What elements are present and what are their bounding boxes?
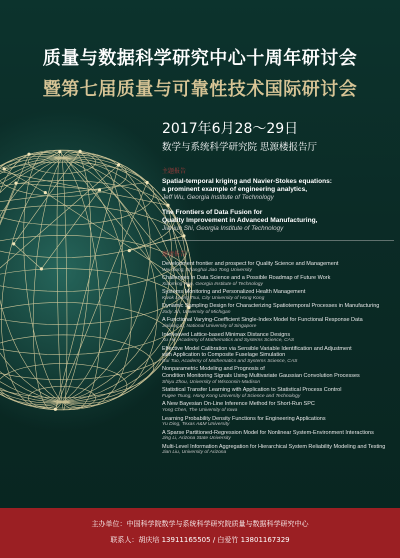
speaker-affiliation: Xiaoming Huo, Georgia Institute of Technology: [162, 281, 263, 287]
talk-title: Statistical Transfer Learning with Application to Statistical Process Control: [162, 387, 342, 394]
globe-node: [3, 167, 6, 170]
organizer-text: 主办单位：中国科学院数学与系统科学研究院质量与数据科学研究中心: [91, 520, 309, 528]
talk-title: A New Bayesian On-Line Inference Method for Short-Run SPC: [162, 401, 315, 408]
talk-title: Effective Model Calibration via Sensible Variable Identification and Adjustment: [162, 345, 352, 352]
talk-title: Spatial-temporal kriging and Navier-Stokes equations:: [162, 178, 333, 185]
invited-talk-item: [162, 332, 394, 345]
speaker-affiliation: Jody Jin, University of Michigan: [162, 310, 231, 316]
invited-talk-item: [162, 346, 394, 366]
globe-node: [40, 267, 43, 270]
invited-talk-item: [162, 430, 394, 443]
invited-talk-item: [162, 303, 394, 316]
talk-title: A Functional Varying-Coefficient Single-Index Model for Functional Response Data: [162, 317, 363, 324]
talk-title: Systems Monitoring and Personalized Health Management: [162, 289, 306, 296]
conference-date: 2017年6月28～29日: [162, 121, 299, 137]
program-content: [162, 166, 394, 458]
globe-node: [27, 153, 30, 156]
speaker-affiliation: Jeff Wu, Georgia Institute of Technology: [162, 194, 274, 201]
speaker-affiliation: Jing Li, Arizona State University: [162, 436, 231, 442]
speaker-affiliation: Kwok Leung Tsui, City University of Hong Kong: [162, 295, 265, 301]
globe-node: [117, 163, 120, 166]
speaker-affiliation: Yu Ding, Texas A&M University: [162, 422, 230, 428]
invited-talk-item: [162, 261, 394, 274]
speaker-affiliation: Fugee Tsung, Hong Kong University of Science and Technology: [162, 393, 301, 399]
globe-node: [128, 249, 131, 252]
conference-venue: 数学与系统科学研究院 思源楼报告厅: [162, 142, 318, 153]
keynote-list: [162, 178, 394, 233]
speaker-affiliation: Wei Jiang, Shanghai Jiao Tong University: [162, 267, 252, 273]
invited-talk-item: [162, 416, 394, 429]
talk-title: Condition Monitoring Signals Using Multivariate Gaussian Convolution Processes: [162, 373, 360, 380]
talk-title: Dynamic Sampling Design for Characterizing Spatiotemporal Processes in Manufacturing: [162, 303, 380, 310]
section-divider: [162, 240, 394, 241]
globe-node: [44, 191, 47, 194]
speaker-affiliation: Jian Liu, University of Arizona: [162, 450, 227, 456]
speaker-affiliation: Jianjun Shi, Georgia Institute of Technology: [162, 225, 284, 232]
talk-title: with Application to Composite Fuselage Simulation: [162, 352, 286, 359]
invited-talk-list: [162, 261, 394, 457]
speaker-affiliation: Rui Tuo, Academy of Mathematics and Systems Science, CAS: [162, 359, 298, 365]
globe-gridline: [0, 303, 175, 380]
talk-title: Quality Improvement in Advanced Manufacturing,: [162, 217, 318, 224]
talk-title: The Frontiers of Data Fusion for: [162, 209, 263, 216]
talk-title: Interleaved Lattice-based Minimax Distance Designs: [162, 331, 291, 338]
globe-node: [98, 188, 101, 191]
contact-text: 联系人：胡庆培 13911165505 / 白爱竹 13801167329: [110, 536, 290, 544]
talk-title: Learning Probability Density Functions for Engineering Applications: [162, 415, 326, 422]
globe-node: [14, 182, 17, 185]
speaker-affiliation: Jialiang Li, National University of Singapore: [162, 324, 257, 330]
invited-talk-item: [162, 289, 394, 302]
conference-title-line1: 质量与数据科学研究中心十周年研讨会: [42, 48, 358, 69]
talk-title: A Sparse Partitioned-Regression Model for Nonlinear System-Environment Interactions: [162, 429, 374, 436]
invited-section-label: 邀请报告: [162, 251, 187, 258]
talk-title: Development frontier and prospect for Quality Science and Management: [162, 261, 339, 267]
talk-title: Challenges in Data Science and a Possible Roadmap of Future Work: [162, 275, 331, 282]
talk-title: a prominent example of engineering analytics,: [162, 186, 308, 193]
keynote-item: [162, 178, 394, 202]
globe-node: [146, 181, 149, 184]
globe-gridline: [0, 158, 189, 403]
speaker-affiliation: Xu He, Academy of Mathematics and Systems Science, CAS: [162, 338, 295, 344]
globe-node: [58, 150, 61, 153]
globe-node: [79, 150, 82, 153]
globe-network-link: [55, 183, 147, 410]
globe-network-link: [4, 169, 45, 193]
talk-title: Multi-Level Information Aggregation for Hierarchical System Reliability Modeling and Testing: [162, 443, 386, 450]
speaker-affiliation: Yong Chen, The University of Iowa: [162, 408, 238, 414]
globe-network-link: [0, 152, 60, 208]
globe-gridline: [1, 152, 122, 409]
globe-gridline: [33, 150, 91, 409]
keynote-section-label: 主题报告: [162, 168, 187, 175]
speaker-affiliation: Shiyu Zhou, University of Wisconsin-Madison: [162, 379, 261, 385]
globe-gridline: [0, 269, 188, 355]
talk-title: Nonparametric Modeling and Prognosis of: [162, 366, 265, 373]
conference-title-line2: 暨第七届质量与可靠性技术国际研讨会: [42, 79, 358, 100]
globe-node: [54, 408, 57, 411]
invited-talk-item: [162, 317, 394, 330]
invited-talk-item: [162, 275, 394, 288]
footer-banner: [0, 508, 400, 558]
globe-network-link: [0, 170, 168, 205]
invited-talk-item: [162, 401, 394, 414]
globe-node: [12, 242, 15, 245]
invited-talk-item: [162, 366, 394, 386]
invited-talk-item: [162, 387, 394, 400]
keynote-item: [162, 209, 394, 233]
invited-talk-item: [162, 444, 394, 457]
